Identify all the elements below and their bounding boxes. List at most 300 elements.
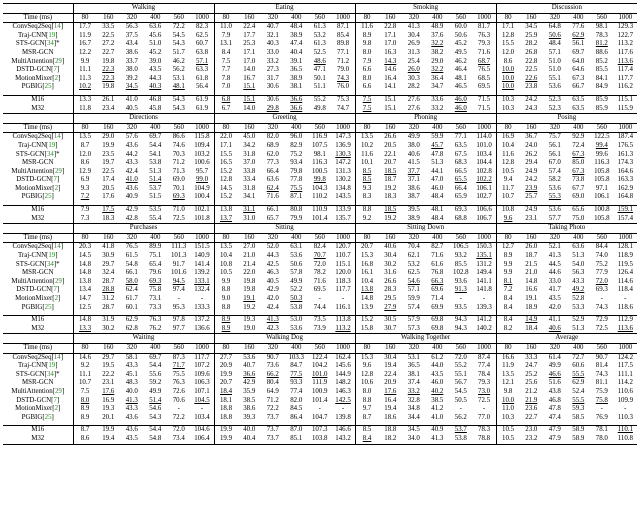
method-label: M16 [31, 316, 45, 324]
horizon-header: 80 [214, 123, 238, 133]
citation-ref[interactable]: [2] [52, 405, 61, 413]
result-cell: 54.6 [407, 277, 420, 285]
action-header: Walking [73, 4, 214, 14]
method-label: ConvSeq2Seq [12, 133, 52, 141]
result-cell: 25.7 [525, 193, 538, 201]
result-cell: 101.0 [476, 141, 492, 149]
result-cell: 105.8 [594, 167, 610, 175]
result-cell: 78.3 [595, 31, 608, 39]
result-cell: 10.4 [355, 278, 379, 287]
citation-ref[interactable]: [34] [44, 370, 57, 378]
result-cell: 55.2 [454, 362, 467, 370]
result-cell: 104.5 [194, 396, 210, 404]
method-row [3, 193, 637, 202]
horizon-header: 160 [520, 13, 544, 23]
citation-ref[interactable]: [25] [42, 193, 54, 201]
result-cell: 8.8 [214, 304, 238, 313]
result-cell: 12.8 [496, 159, 520, 168]
method-name [3, 193, 73, 202]
result-cell: 8.1 [496, 278, 520, 287]
result-cell: 34.4 [407, 413, 420, 421]
method-row [3, 105, 637, 114]
result-cell: 15.2 [355, 316, 379, 325]
result-cell: 43.3 [125, 159, 138, 167]
result-cell: 110.9 [308, 206, 332, 215]
result-cell: 104.2 [311, 362, 328, 370]
result-cell: 16.1 [355, 269, 379, 278]
result-cell: 93.4 [290, 159, 303, 167]
result-cell: 99.0 [195, 176, 209, 184]
result-cell: 100.5 [311, 167, 328, 175]
result-cell: 54.3 [172, 40, 185, 48]
result-cell: 76.3 [144, 316, 168, 325]
horizon-header: 400 [567, 123, 591, 133]
result-cell: 71.5 [473, 105, 497, 114]
result-cell: 115.8 [194, 133, 210, 141]
result-cell: 30.9 [102, 252, 115, 260]
result-cell: 14.0 [243, 66, 256, 74]
result-cell: 34.2 [243, 141, 256, 149]
result-cell: 59.3 [572, 405, 585, 413]
result-cell: 31.8 [243, 184, 256, 192]
result-cell: 85.1 [285, 435, 309, 444]
result-cell: 14.5 [73, 252, 97, 261]
result-cell: 21.9 [525, 396, 538, 404]
result-cell: - [482, 405, 486, 413]
result-cell: 69.0 [172, 176, 185, 184]
result-cell: 65.7 [261, 215, 285, 224]
result-cell: 106.4 [191, 435, 215, 444]
result-cell: 19.8 [243, 286, 256, 294]
method-label: PGBIG [21, 303, 43, 311]
result-cell: 56.1 [572, 40, 585, 48]
result-cell: 63.8 [195, 48, 209, 56]
result-cell: 51.3 [149, 167, 162, 175]
result-cell: 8.7 [73, 426, 97, 435]
result-cell: 115.1 [335, 260, 351, 268]
action-header: Smoking [355, 4, 496, 14]
result-cell: 23.9 [525, 184, 538, 192]
method-label: PGBIG [21, 83, 43, 91]
horizon-header: 320 [543, 233, 567, 243]
result-cell: 37.7 [407, 167, 420, 175]
horizon-header: 560 [449, 343, 473, 353]
result-cell: 114.2 [617, 379, 633, 387]
citation-ref[interactable]: [19] [46, 252, 58, 260]
result-cell: 80.8 [285, 206, 309, 215]
horizon-header: 560 [449, 13, 473, 23]
method-row [3, 133, 637, 142]
result-cell: 72.0 [454, 353, 467, 361]
result-cell: 16.9 [102, 396, 115, 404]
result-cell: 29.7 [102, 353, 115, 361]
horizon-header: 320 [261, 343, 285, 353]
result-cell: 74.7 [332, 105, 356, 114]
result-cell: 139.3 [476, 303, 492, 311]
result-cell: 85.9 [590, 95, 614, 104]
result-cell: 78.0 [590, 435, 614, 444]
result-cell: 79.0 [337, 66, 350, 74]
result-cell: 18.8 [214, 405, 238, 414]
result-cell: 104.7 [311, 413, 328, 421]
action-header-row [3, 224, 637, 234]
result-cell: 8.6 [73, 435, 97, 444]
horizon-header: 560 [308, 233, 332, 243]
result-cell: 71.7 [172, 362, 185, 370]
result-cell: 46.8 [144, 95, 168, 104]
horizon-header: 160 [379, 13, 403, 23]
result-cell: 19.8 [243, 277, 256, 285]
method-name [3, 261, 73, 270]
result-cell: 102.8 [453, 269, 469, 277]
horizon-header: 560 [590, 123, 614, 133]
horizon-header: 560 [167, 123, 191, 133]
result-cell: 15.2 [214, 168, 238, 177]
result-cell: 32.1 [266, 31, 279, 39]
result-cell: 38.7 [407, 193, 420, 201]
method-name [3, 185, 73, 194]
result-cell: 25.6 [525, 379, 538, 387]
horizon-header: 80 [73, 123, 97, 133]
result-cell: 130.2 [335, 176, 351, 184]
result-cell: 110.2 [312, 193, 328, 201]
result-cell: 43.6 [125, 141, 138, 149]
result-cell: 8.0 [355, 75, 379, 84]
result-cell: 72.9 [590, 316, 614, 325]
result-cell: 26.2 [525, 150, 538, 158]
horizon-header: 160 [238, 233, 262, 243]
result-cell: 10.8 [496, 206, 520, 215]
horizon-header: 1000 [332, 13, 356, 23]
citation-ref[interactable]: [7] [51, 396, 60, 404]
result-cell: 40.6 [384, 243, 397, 251]
horizon-header: 1000 [614, 233, 638, 243]
result-cell: 22.0 [243, 269, 256, 277]
result-cell: 74.4 [313, 303, 326, 311]
result-cell: 10.1 [355, 159, 379, 168]
result-cell: 109.9 [617, 396, 634, 404]
result-cell: 43.6 [120, 426, 144, 435]
result-cell: 37.0 [243, 159, 256, 167]
result-cell: 56.2 [454, 413, 467, 421]
result-cell: 65.6 [567, 206, 591, 215]
result-cell: 13.5 [73, 133, 97, 142]
result-cell: 101.4 [308, 215, 332, 224]
citation-ref[interactable]: [34] [44, 260, 57, 268]
citation-ref[interactable]: [29] [52, 167, 65, 175]
citation-ref[interactable]: [7] [51, 176, 60, 184]
result-cell: 17.7 [243, 31, 256, 39]
result-cell: 58.2 [548, 176, 561, 184]
result-cell: 31.3 [407, 48, 420, 56]
result-cell: 43.5 [431, 370, 444, 378]
citation-ref[interactable]: [7] [51, 66, 60, 74]
result-cell: 23.1 [520, 215, 544, 224]
result-cell: 43.3 [125, 405, 138, 413]
action-header: Discussion [496, 4, 637, 14]
result-cell: 65.4 [149, 260, 162, 268]
result-cell: 62.4 [125, 286, 138, 294]
result-cell: 82.3 [195, 23, 209, 31]
result-cell: 81.2 [595, 40, 608, 48]
result-cell: 57.1 [407, 286, 420, 294]
result-cell: 93.6 [454, 277, 467, 285]
citation-ref[interactable]: [14] [51, 243, 64, 251]
citation-ref[interactable]: [2] [52, 184, 61, 192]
result-cell: 45.6 [149, 31, 162, 39]
result-cell: 75.8 [149, 286, 162, 294]
method-label: DSTD-GCN [16, 286, 52, 294]
horizon-header: 400 [144, 123, 168, 133]
result-cell: 51.6 [548, 379, 561, 387]
result-cell: 40.0 [238, 426, 262, 435]
result-cell: 73.7 [266, 413, 279, 421]
result-cell: 85.5 [595, 66, 608, 74]
result-cell: 139.2 [194, 269, 210, 277]
result-cell: 18.9 [525, 303, 538, 311]
citation-ref[interactable]: [19] [46, 31, 58, 39]
result-cell: 27.6 [402, 105, 426, 114]
result-cell: 69.7 [149, 133, 162, 141]
result-cell: 19.1 [525, 295, 538, 302]
result-cell: 22.3 [102, 74, 115, 82]
result-cell: 56.1 [548, 150, 561, 158]
horizon-header: 1000 [473, 343, 497, 353]
result-cell: 43.6 [125, 413, 138, 421]
result-cell: 52.5 [313, 48, 326, 56]
citation-ref[interactable]: [25] [42, 413, 54, 421]
result-cell: 70.3 [172, 150, 185, 158]
result-cell: 60.0 [454, 23, 467, 31]
method-row [3, 168, 637, 177]
result-cell: 53.3 [572, 303, 585, 311]
result-cell: 43.6 [125, 184, 138, 192]
method-name [3, 295, 73, 304]
citation-ref[interactable]: [2] [52, 295, 61, 302]
result-cell: 56.2 [172, 66, 185, 74]
result-cell: 80.4 [266, 379, 279, 387]
result-cell: 76.8 [431, 269, 444, 277]
horizon-header: 400 [144, 233, 168, 243]
citation-ref[interactable]: [25] [42, 83, 54, 91]
result-cell: 105.8 [594, 176, 610, 184]
result-cell: 12.9 [73, 168, 97, 177]
result-cell: 31.1 [238, 206, 262, 215]
result-cell: 15.5 [214, 151, 238, 160]
result-cell: 40.9 [426, 426, 450, 435]
result-cell: 55.3 [548, 193, 561, 201]
result-cell: 119.5 [617, 260, 633, 268]
result-cell: 19.0 [238, 325, 262, 334]
result-cell: 36.7 [525, 133, 538, 141]
result-cell: 75.8 [595, 396, 608, 404]
result-cell: 51.4 [149, 176, 162, 184]
result-cell: 141.8 [476, 286, 492, 294]
result-cell: 69.7 [149, 353, 162, 361]
method-label: DSTD-GCN [16, 396, 52, 404]
method-row [3, 316, 637, 325]
result-cell: 48.4 [290, 23, 303, 31]
method-row [3, 151, 637, 160]
result-cell: 24.2 [525, 176, 538, 184]
result-cell: 110.7 [335, 252, 351, 260]
result-cell: 32.2 [431, 40, 444, 48]
result-cell: 19.4 [384, 405, 397, 413]
result-cell: 38.6 [407, 184, 420, 192]
action-header: Waiting [73, 334, 214, 344]
result-cell: 21.0 [243, 252, 256, 260]
result-cell: 14.8 [73, 261, 97, 270]
result-cell: 102.2 [476, 176, 492, 184]
citation-ref[interactable]: [2] [52, 74, 61, 82]
result-cell: 77.3 [266, 159, 279, 167]
star-marker: * [56, 260, 60, 268]
result-cell: 6.9 [73, 176, 97, 185]
citation-ref[interactable]: [14] [51, 353, 64, 361]
result-cell: 102.8 [476, 167, 492, 175]
result-cell: 85.5 [454, 260, 467, 268]
result-cell: 31.8 [243, 150, 256, 158]
citation-ref[interactable]: [29] [52, 57, 65, 65]
result-cell: 21.2 [525, 387, 538, 395]
result-cell: 114.0 [476, 133, 492, 141]
result-cell: 14.8 [73, 316, 97, 325]
citation-ref[interactable]: [19] [46, 362, 58, 370]
result-cell: 33.6 [426, 95, 450, 104]
result-cell: 19.2 [384, 184, 397, 192]
result-cell: 47.1 [313, 66, 326, 74]
result-cell: 85.9 [590, 105, 614, 114]
result-cell: 54.4 [149, 362, 162, 370]
result-cell: 117.6 [617, 48, 633, 56]
result-cell: 54.6 [149, 405, 162, 413]
citation-ref[interactable]: [25] [42, 303, 54, 311]
result-cell: 7.5 [214, 58, 238, 67]
action-header-row [3, 4, 637, 14]
result-cell: 51.0 [149, 40, 162, 48]
method-label: M32 [31, 104, 45, 112]
citation-ref[interactable]: [7] [51, 286, 60, 294]
horizon-header: 560 [590, 13, 614, 23]
method-label: MotionMixer [15, 184, 53, 192]
result-cell: 10.0 [496, 83, 520, 92]
result-cell: 7.9 [73, 206, 97, 215]
result-cell: 98.1 [313, 150, 326, 158]
result-cell: 8.9 [214, 316, 238, 325]
result-cell: 25.9 [525, 31, 538, 39]
result-cell: 20.9 [384, 379, 397, 387]
citation-ref[interactable]: [34] [44, 40, 57, 48]
result-cell: 164.8 [617, 193, 634, 201]
result-cell: 78.2 [313, 269, 326, 277]
result-cell: 18.4 [214, 388, 238, 397]
citation-ref[interactable]: [14] [51, 23, 64, 31]
method-label: Traj-CNN [17, 141, 47, 149]
result-cell: 40.2 [431, 387, 444, 395]
result-cell: 10.4 [496, 142, 520, 151]
result-cell: 28.7 [102, 277, 115, 285]
result-cell: 68.9 [266, 141, 279, 149]
result-cell: 62.5 [195, 31, 209, 39]
result-cell: 62.9 [120, 316, 144, 325]
method-label: STS-GCN [15, 260, 45, 268]
result-cell: 56.1 [548, 141, 561, 149]
citation-ref[interactable]: [29] [52, 277, 65, 285]
result-cell: 38.5 [431, 396, 444, 404]
result-cell: 100.6 [194, 159, 210, 167]
result-cell: 50.6 [290, 260, 303, 268]
method-row [3, 426, 637, 435]
result-cell: 46.0 [431, 379, 444, 387]
result-cell: 49.9 [407, 133, 420, 141]
method-name [3, 353, 73, 362]
citation-ref[interactable]: [19] [46, 141, 58, 149]
horizon-header: 160 [97, 13, 121, 23]
result-cell: 16.6 [525, 286, 538, 294]
result-cell: 63.1 [290, 243, 303, 251]
result-cell: 55.1 [454, 370, 467, 378]
result-cell: 66.4 [454, 184, 467, 192]
result-cell: 22.1 [384, 150, 397, 158]
result-cell: 45.0 [243, 133, 256, 141]
result-cell: 103.8 [308, 435, 332, 444]
result-cell: 77.4 [290, 387, 303, 395]
result-cell: 71.6 [266, 193, 279, 201]
result-cell: 161.3 [617, 150, 634, 158]
result-cell: 54.0 [572, 260, 585, 268]
result-cell: 136.9 [335, 141, 351, 149]
method-name [3, 414, 73, 423]
result-cell: 187.4 [617, 133, 634, 141]
horizon-header: 80 [496, 233, 520, 243]
result-cell: 54.3 [167, 95, 191, 104]
result-cell: 97.8 [167, 316, 191, 325]
citation-ref[interactable]: [14] [51, 133, 64, 141]
result-cell: 17.0 [243, 57, 256, 65]
result-cell: 70.6 [172, 396, 185, 404]
method-row [3, 379, 637, 388]
action-header: Eating [214, 4, 355, 14]
method-label: PGBIG [21, 193, 43, 201]
horizon-header: 560 [308, 13, 332, 23]
horizon-header: 1000 [614, 343, 638, 353]
result-cell: 39.5 [402, 206, 426, 215]
result-cell: 69.3 [149, 277, 162, 285]
citation-ref[interactable]: [29] [52, 387, 65, 395]
horizon-header: 1000 [614, 123, 638, 133]
result-cell: 72.2 [266, 405, 279, 413]
result-cell: 76.2 [144, 325, 168, 334]
result-cell: 33.5 [102, 23, 115, 31]
result-cell: 8.8 [355, 206, 379, 215]
result-cell: 53.2 [313, 31, 326, 39]
result-cell: 34.5 [402, 426, 426, 435]
citation-ref[interactable]: [34] [44, 150, 57, 158]
horizon-header: 160 [379, 123, 403, 133]
method-name [3, 23, 73, 32]
horizon-header: 80 [355, 233, 379, 243]
result-cell: 22.6 [525, 74, 538, 82]
result-cell: 8.4 [496, 304, 520, 313]
result-cell: 142.5 [335, 396, 351, 404]
method-label: ConvSeq2Seq [12, 353, 52, 361]
result-cell: 66.7 [572, 83, 585, 91]
result-cell: 115.1 [614, 95, 638, 104]
result-cell: 45.2 [454, 40, 467, 48]
result-cell: 74.3 [595, 303, 608, 311]
result-cell: 41.3 [407, 23, 420, 31]
result-cell: 49.8 [308, 105, 332, 114]
